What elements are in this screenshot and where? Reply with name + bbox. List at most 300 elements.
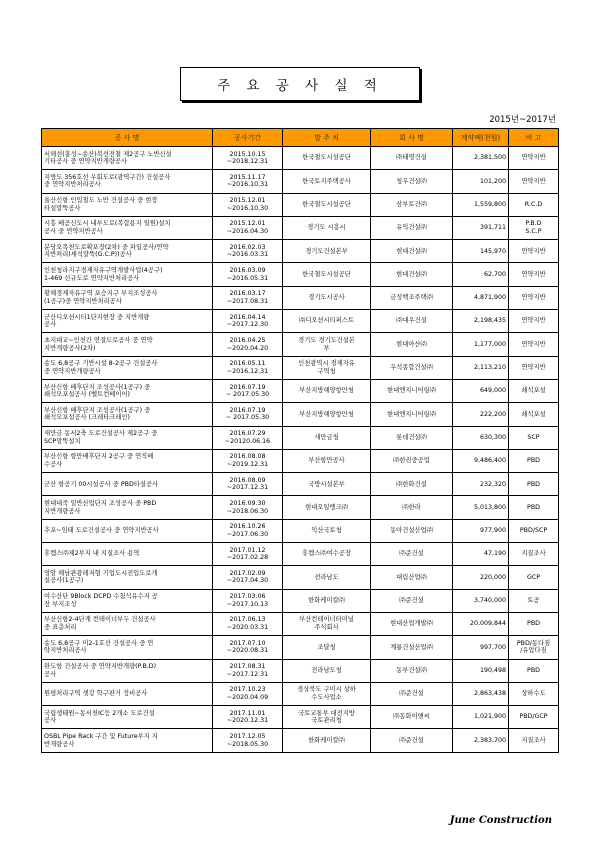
project-period	[213, 333, 283, 356]
company-signature: June Construction	[449, 815, 552, 826]
project-note-text: PBD	[527, 620, 540, 628]
project-name-text: 군산 항공기 00시설공사 중 PBD타설공사	[44, 480, 159, 488]
project-company-text: ㈜한라	[402, 503, 421, 511]
project-client	[283, 543, 371, 566]
project-client-text: 경기도건설본부	[305, 247, 348, 255]
project-client	[283, 193, 371, 216]
project-note	[509, 193, 559, 216]
project-name-text: 부산신항 배후단지 조성공사(1공구) 중 쇄석모포설공사 (크레타크레인)	[44, 406, 151, 422]
project-client-text: 조달청	[317, 643, 336, 651]
project-note-text: PBD	[527, 503, 540, 511]
table-row	[42, 589, 559, 612]
project-client	[283, 612, 371, 635]
project-note-text: 연약지반	[521, 177, 546, 185]
table-row	[42, 496, 559, 519]
project-note-text: 연약지반	[521, 154, 546, 162]
project-client	[283, 286, 371, 309]
project-client	[283, 636, 371, 659]
project-note-text: PBD	[527, 480, 540, 488]
project-period-text: 2016.08.08 ~2019.12.31	[226, 453, 269, 468]
project-note	[509, 496, 559, 519]
project-amount-text: 391,711	[479, 224, 506, 232]
period-range: 2015년~2017년	[489, 115, 556, 125]
table-row	[42, 263, 559, 286]
project-amount	[453, 612, 509, 635]
project-client-text: 한국철도시설공단	[302, 154, 351, 162]
project-company-text: 금성백조주택㈜	[390, 294, 433, 302]
project-client	[283, 706, 371, 729]
project-period-text: 2015.10.15 ~2018.12.31	[226, 150, 269, 166]
project-note-text: 연약지반	[521, 364, 546, 372]
project-note-text: PBD/GCP	[519, 713, 548, 721]
project-client-text: 한국철도시설공단	[302, 200, 351, 208]
project-name-text: 현대대죽 일반산업단지 조성공사 중 PBD 지반개량공사	[44, 500, 157, 515]
project-company-text: 계룡건설산업㈜	[390, 643, 433, 651]
project-amount	[453, 426, 509, 449]
project-note	[509, 449, 559, 472]
project-name-text: 송도 6,8공구 기반시설 8-2공구 건설공사 중 연약지반개량공사	[44, 360, 158, 375]
project-name	[42, 356, 213, 379]
project-client	[283, 519, 371, 542]
project-amount-text: 997,700	[479, 643, 506, 651]
project-period	[213, 473, 283, 496]
project-company	[371, 729, 453, 752]
project-name	[42, 659, 213, 682]
project-company	[371, 403, 453, 426]
project-client	[283, 473, 371, 496]
project-client	[283, 496, 371, 519]
project-company-text: 현대엔지니어링㈜	[387, 410, 436, 418]
table-row	[42, 519, 559, 542]
project-client	[283, 263, 371, 286]
project-client	[283, 379, 371, 402]
project-amount-text: 20,009,844	[469, 620, 506, 628]
project-note-text: 쇄석포설	[521, 410, 546, 418]
project-note-text: 지질조사	[521, 736, 546, 744]
project-note	[509, 706, 559, 729]
project-note-text: 연약지반	[521, 294, 546, 302]
table-row	[42, 333, 559, 356]
header-amount: 계약액(천원)	[453, 129, 509, 147]
project-name	[42, 706, 213, 729]
project-amount-text: 47,190	[483, 550, 506, 558]
project-amount	[453, 263, 509, 286]
project-company	[371, 612, 453, 635]
project-period-text: 2016.04.14 ~2017.12.30	[226, 313, 269, 329]
project-company	[371, 356, 453, 379]
project-company	[371, 286, 453, 309]
project-amount	[453, 147, 509, 170]
project-company-text: 우석종합건설㈜	[390, 364, 433, 372]
project-period-text: 2017.11.01 ~2020.12.31	[226, 709, 269, 725]
project-name-text: 국립생태원~동서천IC등 2개소 도로건설 공사	[44, 709, 155, 725]
project-client	[283, 310, 371, 333]
project-amount-text: 3,740,000	[473, 596, 506, 604]
project-company-text: 청우건설㈜	[396, 177, 427, 185]
project-amount	[453, 193, 509, 216]
project-period	[213, 403, 283, 426]
project-note-text: P.B.D S.C.P	[525, 220, 542, 236]
project-period-text: 2016.04.25 ~2020.04.20	[226, 336, 269, 352]
project-client	[283, 682, 371, 705]
header-company: 회 사 명	[371, 129, 453, 147]
project-name-text: 시흥 배곧신도시 내부도로(복합용지 일원)설치 공사 중 연약지반공사	[44, 220, 171, 236]
project-company	[371, 543, 453, 566]
project-client-text: 한국철도시설공단	[302, 270, 351, 278]
project-note	[509, 612, 559, 635]
project-name-text: 새만금 동서2축 도로건설공사 제2공구 중 SCP말뚝설치	[44, 430, 158, 445]
project-name	[42, 263, 213, 286]
project-name	[42, 379, 213, 402]
project-amount	[453, 496, 509, 519]
project-amount	[453, 240, 509, 263]
project-company-text: 대림산업㈜	[396, 573, 427, 581]
project-note	[509, 543, 559, 566]
project-amount-text: 2,383,700	[473, 736, 506, 744]
header-note: 비 고	[509, 129, 559, 147]
project-company-text: ㈜준건설	[399, 736, 424, 744]
project-amount-text: 2,198,435	[473, 317, 506, 325]
project-period-text: 2017.08.31 ~2017.12.31	[226, 663, 269, 678]
project-amount-text: 9,486,400	[473, 457, 506, 465]
project-note	[509, 310, 559, 333]
project-period-text: 2017.10.23 ~2020.04.09	[226, 686, 269, 701]
project-period-text: 2016.07.29 ~20120.06.16	[224, 430, 271, 445]
project-note	[509, 589, 559, 612]
project-name-text: 군산디오션시티1단지현장 중 지반개량 공사	[44, 313, 150, 329]
project-company	[371, 682, 453, 705]
project-client-text: 익산국토청	[311, 527, 342, 535]
project-company-text: ㈜준건설	[399, 596, 424, 604]
project-note	[509, 566, 559, 589]
project-note	[509, 147, 559, 170]
project-client	[283, 333, 371, 356]
project-note-text: 쇄석포설	[521, 387, 546, 395]
project-period	[213, 426, 283, 449]
project-company	[371, 333, 453, 356]
table-row	[42, 216, 559, 239]
project-amount-text: 1,559,800	[473, 200, 506, 208]
project-period-text: 2017.12.05 ~2018.05.30	[226, 732, 269, 748]
project-name-text: 지방도 356호선 우회도로(광역구간) 건설공사 중 연약지반처리공사	[44, 173, 171, 189]
project-period-text: 2015.11.17 ~2016.10.31	[226, 173, 269, 189]
project-name	[42, 543, 213, 566]
project-period-text: 2016.09.30 ~2018.06.30	[226, 500, 269, 515]
project-period-text: 2015.12.01 ~2016.10.30	[226, 197, 269, 212]
project-name-text: 휴켐스㈜제2부지 내 지질조사 용역	[44, 550, 140, 558]
project-note-text: PBD	[527, 457, 540, 465]
project-period	[213, 263, 283, 286]
project-note	[509, 170, 559, 193]
project-name-text: 여수산단 9Block DCPD 수첨석유수지 공 장 부지조성	[44, 593, 158, 608]
project-amount-text: 220,000	[479, 573, 506, 581]
project-name-text: 인천청라지구경제자유구역개발사업(4공구) 1-469 신규도로 연약지반처리공사	[44, 267, 163, 282]
project-name	[42, 636, 213, 659]
project-client	[283, 356, 371, 379]
project-company	[371, 473, 453, 496]
project-note	[509, 240, 559, 263]
project-company	[371, 449, 453, 472]
project-company-text: ㈜태영건설	[396, 154, 427, 162]
project-amount	[453, 543, 509, 566]
project-note-text: PBD/SCP	[519, 527, 548, 535]
project-note-text: 연약지반	[521, 247, 546, 255]
project-name-text: 영암 해남관광레저형 기업도시진입도로개 설공사(1공구)	[44, 569, 158, 585]
project-client-text: 부산컨테이너터미널 주식회사	[299, 616, 354, 632]
project-period	[213, 566, 283, 589]
project-client-text: 전라남도	[314, 573, 339, 581]
project-note	[509, 636, 559, 659]
project-note-text: 상하수도	[521, 690, 546, 698]
project-name-text: 서해선(홍성~송산)복선전철 제2공구 노반신설 기타공사 중 연약지반개량공사	[44, 150, 172, 166]
project-company	[371, 170, 453, 193]
project-client	[283, 589, 371, 612]
project-amount-text: 2,863,438	[473, 690, 506, 698]
project-company	[371, 659, 453, 682]
project-note	[509, 263, 559, 286]
project-note	[509, 333, 559, 356]
project-period-text: 2017.07.10 ~2020.08.31	[226, 639, 269, 655]
project-company-text: 롯데건설㈜	[396, 433, 427, 441]
project-company	[371, 636, 453, 659]
project-period-text: 2017.06.13 ~2020.03.31	[226, 616, 269, 632]
project-client	[283, 659, 371, 682]
project-period	[213, 240, 283, 263]
project-period-text: 2016.10.26 ~2017.06.30	[226, 523, 269, 538]
project-table	[41, 128, 559, 753]
project-period-text: 2017.02.09 ~2017.04.30	[226, 569, 269, 585]
project-period-text: 2016.05.11 ~2016.12.31	[226, 360, 269, 375]
table-row	[42, 240, 559, 263]
project-client-text: 새만금청	[314, 433, 339, 441]
project-client-text: 부산항만공사	[308, 457, 345, 465]
project-company-text: ㈜한화건설	[396, 480, 427, 488]
project-client	[283, 240, 371, 263]
table-row	[42, 356, 559, 379]
project-name-text: 완도항 건설공사 중 연약지반개량(P.B.D) 공사	[44, 663, 157, 678]
project-name-text: OSBL Pipe Rack 구간 및 Future부지 지 반개량공사	[44, 732, 158, 748]
project-amount-text: 1,177,000	[473, 340, 506, 348]
project-period	[213, 379, 283, 402]
project-company-text: ㈜대우건설	[396, 317, 427, 325]
project-name-text: 황해경제자유구역 포승지구 부지조성공사 (1공구)중 연약지반처리공사	[44, 290, 158, 305]
project-name	[42, 147, 213, 170]
project-client	[283, 216, 371, 239]
project-name-text: 송도 6,8공구 미2-1호선 건설공사 중 연 약지반처리공사	[44, 639, 154, 655]
project-amount	[453, 729, 509, 752]
project-note	[509, 519, 559, 542]
project-note	[509, 379, 559, 402]
project-amount	[453, 216, 509, 239]
project-company-text: 현대산업개발㈜	[390, 620, 433, 628]
project-period-text: 2016.07.19 ~ 2017.05.30	[225, 383, 270, 399]
project-amount-text: 630,300	[479, 433, 506, 441]
project-period	[213, 612, 283, 635]
project-amount-text: 2,381,500	[473, 154, 506, 162]
project-note-text: PBD/동다짐 /유압다짐	[516, 639, 551, 655]
project-note	[509, 426, 559, 449]
project-client-text: 국방시설본부	[308, 480, 345, 488]
project-amount-text: 190,498	[479, 666, 506, 674]
project-note-text: 연약지반	[521, 317, 546, 325]
project-client	[283, 449, 371, 472]
project-company-text: ㈜준건설	[399, 550, 424, 558]
project-period	[213, 356, 283, 379]
project-name	[42, 519, 213, 542]
project-amount-text: 4,871,900	[473, 294, 506, 302]
project-company-text: ㈜동화이앤씨	[393, 713, 430, 721]
project-company	[371, 589, 453, 612]
project-name-text: 부산신항2-4단계 컨테이너부두 건설공사 중 표층처리	[44, 616, 156, 632]
project-company	[371, 426, 453, 449]
table-row	[42, 729, 559, 752]
project-amount-text: 2,113,210	[473, 364, 506, 372]
project-company	[371, 263, 453, 286]
project-period	[213, 286, 283, 309]
project-period-text: 2016.07.19 ~ 2017.05.30	[225, 406, 270, 422]
project-company-text: ㈜한진중공업	[393, 457, 430, 465]
project-amount	[453, 566, 509, 589]
project-client-text: 경상북도 구미시 상하 수도사업소	[297, 686, 356, 701]
project-company-text: 동아건설산업㈜	[390, 527, 433, 535]
project-client	[283, 403, 371, 426]
project-amount-text: 649,000	[479, 387, 506, 395]
project-name-text: 부산신항 배후단지 조성공사(1공구) 중 쇄석모포설공사 (벨트컨베이어)	[44, 383, 151, 399]
project-client-text: 인천광역시 경제자유 구역청	[298, 360, 355, 375]
project-name-text: 초지대교~인천간 연결도로공사 중 연약 지반개량공사(2차)	[44, 336, 153, 352]
project-amount	[453, 473, 509, 496]
project-amount-text: 232,320	[479, 480, 506, 488]
project-client-text: 전라남도청	[311, 666, 342, 674]
project-client-text: 현대오일뱅크㈜	[305, 503, 348, 511]
project-amount	[453, 170, 509, 193]
project-company-text: 삼부토건㈜	[396, 200, 427, 208]
project-amount-text: 977,900	[479, 527, 506, 535]
project-client-text: 경기도 경기도건설본 부	[298, 336, 355, 352]
project-client	[283, 147, 371, 170]
project-name	[42, 170, 213, 193]
project-amount	[453, 286, 509, 309]
project-period	[213, 706, 283, 729]
project-client-text: 부산지방해양항만청	[299, 387, 354, 395]
project-period	[213, 729, 283, 752]
project-amount-text: 101,200	[479, 177, 506, 185]
project-amount	[453, 333, 509, 356]
project-name	[42, 193, 213, 216]
project-company-text: 현대아산㈜	[396, 340, 427, 348]
project-note-text: PBD	[527, 666, 540, 674]
project-company	[371, 519, 453, 542]
project-amount	[453, 682, 509, 705]
project-note	[509, 403, 559, 426]
table-row	[42, 170, 559, 193]
project-name-text: 울산신항 인입철도 노반 건설공사 중 현장 타설말뚝공사	[44, 197, 158, 212]
table-row	[42, 612, 559, 635]
project-note-text: SCP	[527, 433, 540, 441]
project-period	[213, 193, 283, 216]
project-company-text: 유익건설㈜	[396, 224, 427, 232]
project-amount	[453, 379, 509, 402]
table-row	[42, 193, 559, 216]
table-row	[42, 659, 559, 682]
table-row	[42, 286, 559, 309]
project-company	[371, 193, 453, 216]
project-name	[42, 216, 213, 239]
project-period	[213, 310, 283, 333]
project-client	[283, 566, 371, 589]
project-period-text: 2015.12.01 ~2016.04.30	[226, 220, 269, 236]
project-period-text: 2016.03.17 ~2017.08.31	[226, 290, 269, 305]
project-name	[42, 612, 213, 635]
project-client	[283, 729, 371, 752]
project-period	[213, 659, 283, 682]
project-period	[213, 496, 283, 519]
project-period	[213, 449, 283, 472]
table-row	[42, 449, 559, 472]
project-client	[283, 426, 371, 449]
project-amount-text: 62,700	[483, 270, 506, 278]
project-client-text: 한국토지주택공사	[302, 177, 351, 185]
table-row	[42, 636, 559, 659]
project-note	[509, 356, 559, 379]
project-name-text: 원평처리구역 셋강 학구판거 정비공사	[44, 690, 148, 698]
project-client-text: 한화케미칼㈜	[308, 736, 345, 744]
project-company	[371, 566, 453, 589]
project-note-text: 토공	[527, 596, 540, 604]
project-note-text: 지질조사	[521, 550, 546, 558]
project-client-text: 국토교통부 대전지방 국토관리청	[298, 709, 355, 725]
project-period	[213, 589, 283, 612]
project-name	[42, 286, 213, 309]
table-row	[42, 379, 559, 402]
project-company	[371, 379, 453, 402]
project-period-text: 2017.03.06 ~2017.10.13	[226, 593, 269, 608]
project-note	[509, 659, 559, 682]
project-company	[371, 706, 453, 729]
table-header-row	[42, 129, 559, 147]
project-amount-text: 222,200	[479, 410, 506, 418]
project-note	[509, 729, 559, 752]
table-row	[42, 147, 559, 170]
table-row	[42, 706, 559, 729]
project-period	[213, 519, 283, 542]
project-client-text: 휴켐스㈜여수공장	[302, 550, 351, 558]
project-amount-text: 5,013,800	[473, 503, 506, 511]
table-row	[42, 682, 559, 705]
header-client: 발 주 처	[283, 129, 371, 147]
project-amount	[453, 449, 509, 472]
table-row	[42, 403, 559, 426]
project-note	[509, 216, 559, 239]
project-name-text: 분당오목천도로확포장(2차) 중 파일공사/연약 지반처리(셰석말뚝(G.C.P))공사	[44, 243, 169, 259]
project-client-text: 부산지방해양항만청	[299, 410, 354, 418]
header-name: 공 사 명	[42, 129, 213, 147]
project-note-text: GCP	[526, 573, 541, 581]
project-client	[283, 170, 371, 193]
project-amount	[453, 706, 509, 729]
project-name	[42, 426, 213, 449]
table-row	[42, 543, 559, 566]
project-company	[371, 147, 453, 170]
project-amount	[453, 403, 509, 426]
project-name	[42, 566, 213, 589]
project-period-text: 2016.08.09 ~2017.12.31	[226, 476, 269, 492]
header-period: 공사기간	[213, 129, 283, 147]
project-amount	[453, 659, 509, 682]
project-name	[42, 449, 213, 472]
project-company-text: 현대엔지니어링㈜	[387, 387, 436, 395]
project-name	[42, 310, 213, 333]
